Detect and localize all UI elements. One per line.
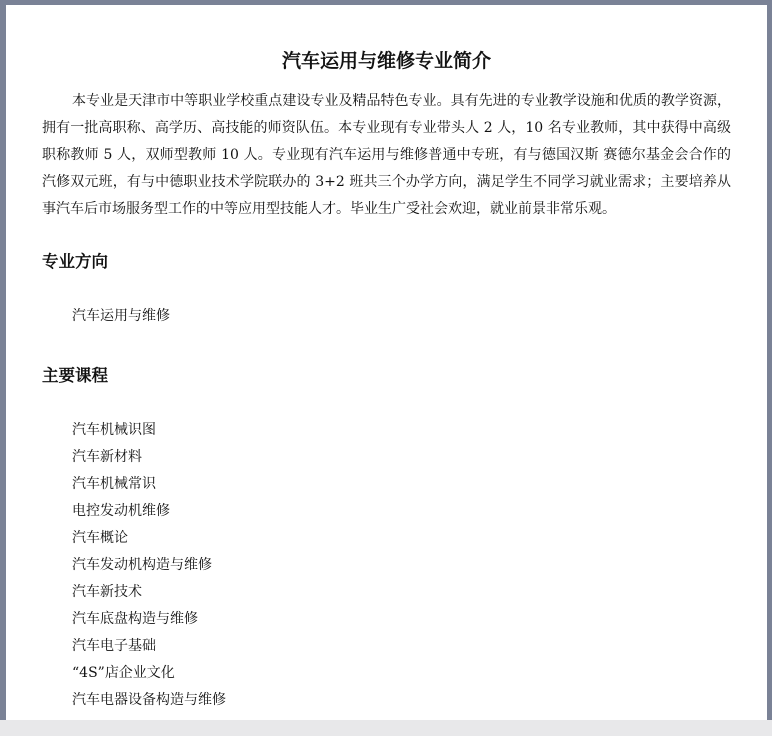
course-list [72,417,731,714]
direction-text: 汽车运用与维修 [72,308,170,324]
viewer-frame-right [767,0,772,720]
course-item: 电控发动机维修 [72,503,170,519]
course-item: 汽车底盘构造与维修 [72,611,198,627]
courses-heading: 主要课程 [42,366,108,385]
course-item: 汽车概论 [72,530,128,546]
direction-heading: 专业方向 [42,252,108,271]
course-item: 汽车新材料 [72,449,142,465]
course-item: 汽车机械识图 [72,422,156,438]
document-content [42,5,731,714]
intro-paragraph: 本专业是天津市中等职业学校重点建设专业及精品特色专业。具有先进的专业教学设施和优质的教学资源，拥有一批高职称、高学历、高技能的师资队伍。本专业现有专业带头人 2 人，10 名专业教师，其中获得中高级职称教师 5 人，双师型教师 10 人。专业现有汽车运用与维修普通中专班，有与德国汉斯 赛德尔基金会合作的汽修双元班，有与中德职业技术学院联办的 3+2 班共三个办学方向，满足学生不同学习就业需求；主要培养从事汽车后市场服务型工作的中等应用型技能人才。毕业生广受社会欢迎，就业前景非常乐观。 [42,93,731,217]
course-item: 汽车机械常识 [72,476,156,492]
course-item: 汽车电子基础 [72,638,156,654]
page-title: 汽车运用与维修专业简介 [281,50,491,72]
course-item: 汽车新技术 [72,584,142,600]
course-item: “4S”店企业文化 [72,665,175,681]
course-item: 汽车发动机构造与维修 [72,557,212,573]
document-page[interactable] [6,5,767,720]
course-item: 汽车电器设备构造与维修 [72,692,226,708]
